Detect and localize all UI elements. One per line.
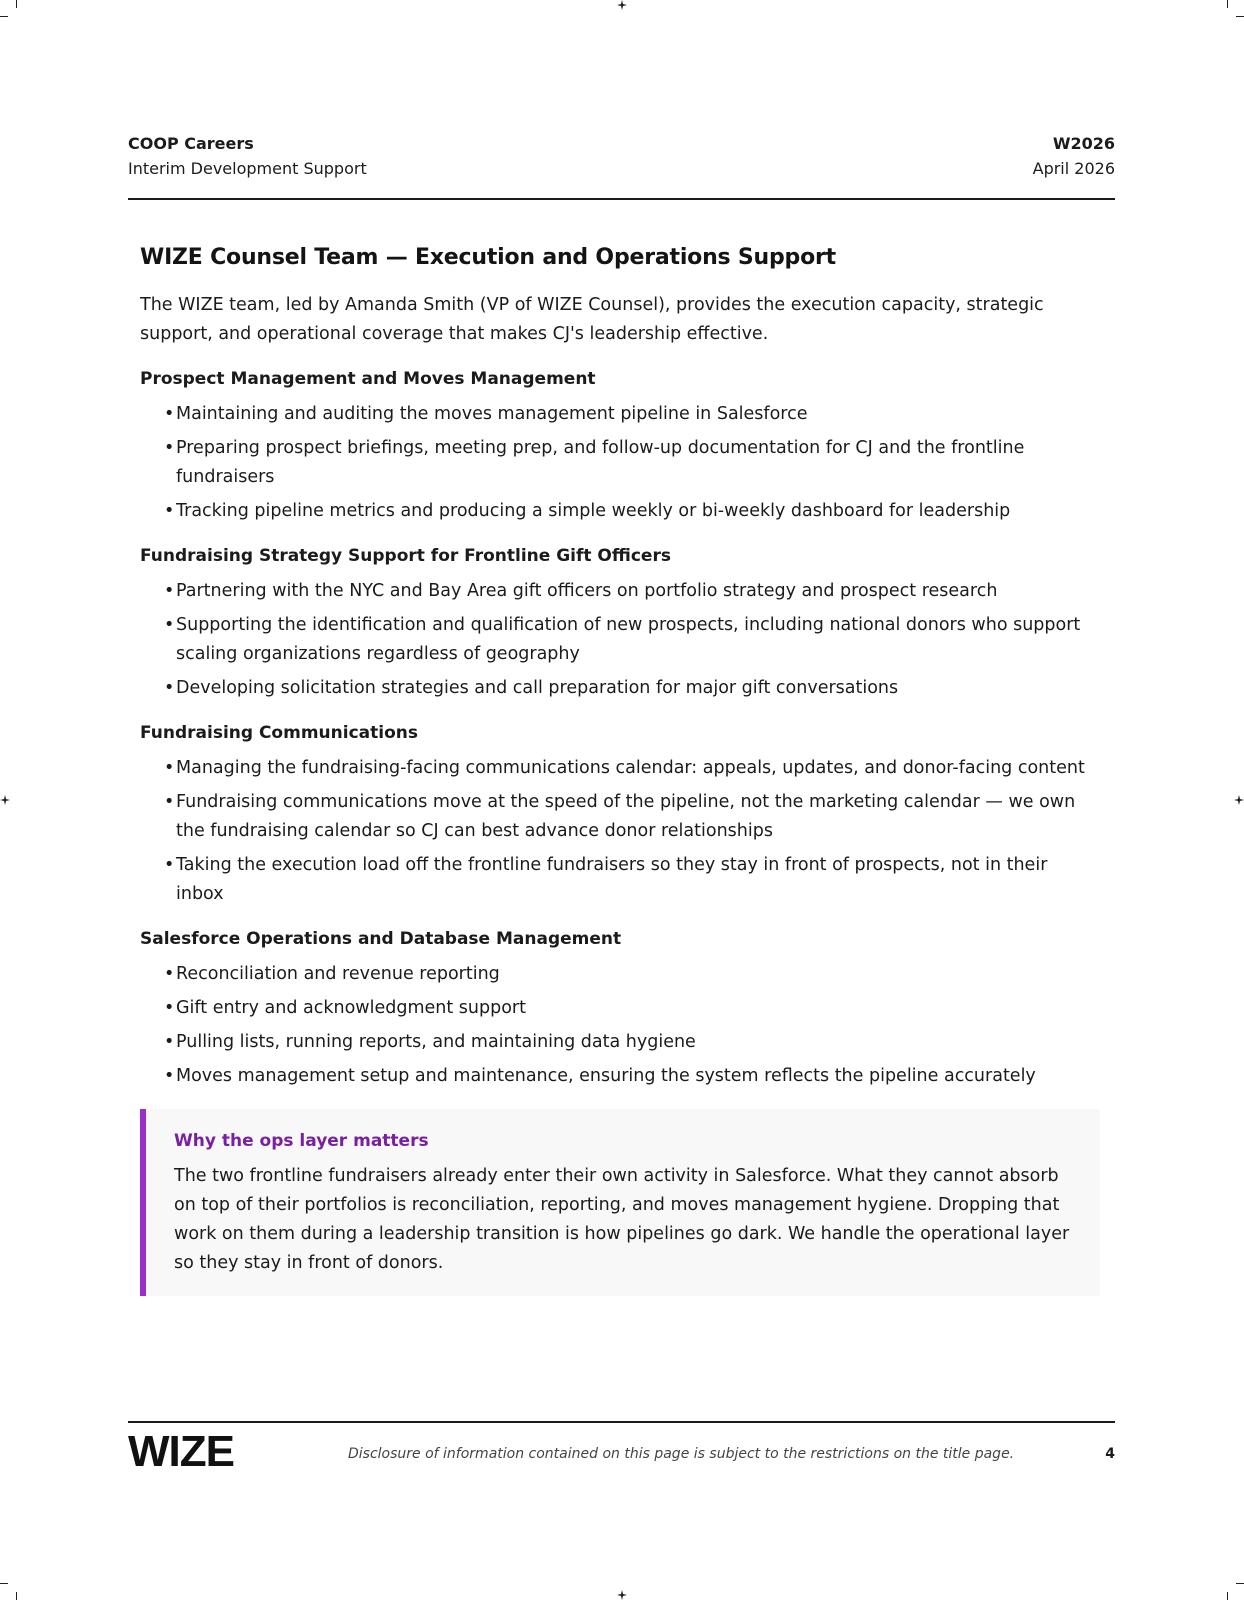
header-subtitle: Interim Development Support — [128, 159, 367, 178]
bullet-list — [140, 754, 1100, 909]
list-item-text: Reconciliation and revenue reporting — [176, 964, 500, 984]
list-item: • Gift entry and acknowledgment support — [164, 998, 526, 1018]
list-item: • Fundraising communications move at the speed of the pipeline, not the marketing calendar — we own the fundraising calendar so CJ can best advance donor relationships — [164, 792, 1076, 841]
list-item-text: Maintaining and auditing the moves management pipeline in Salesforce — [176, 404, 808, 424]
list-item: • Maintaining and auditing the moves management pipeline in Salesforce — [164, 404, 808, 424]
bullet-list — [140, 960, 1100, 1091]
header-date: April 2026 — [1032, 159, 1115, 178]
header-org: COOP Careers — [128, 134, 254, 153]
wize-logo: WIZE — [128, 1427, 234, 1476]
section-heading: Fundraising Strategy Support for Frontline Gift Officers — [140, 546, 671, 566]
crop-mark — [1227, 0, 1228, 8]
main-content — [140, 243, 1100, 1296]
callout-text: The two frontline fundraisers already enter their own activity in Salesforce. What they cannot absorb on top of their portfolios is reconciliation, reporting, and moves management hygiene. Dropping that work on them during a leadership transition is how pipelines go dark. We handle the operational layer so they stay in front of donors. — [174, 1166, 1070, 1273]
page-footer — [128, 1427, 1115, 1476]
crop-mark — [1227, 1592, 1228, 1600]
footer-disclaimer: Disclosure of information contained on this page is subject to the restrictions on the title page. — [348, 1446, 1015, 1462]
callout-box — [140, 1109, 1100, 1296]
callout-title: Why the ops layer matters — [174, 1131, 429, 1151]
list-item: • Preparing prospect briefings, meeting prep, and follow-up documentation for CJ and the frontline fundraisers — [164, 438, 1025, 487]
header-left — [128, 131, 367, 181]
header-code: W2026 — [1052, 134, 1115, 153]
registration-mark-icon — [0, 795, 10, 805]
list-item: • Managing the fundraising-facing communications calendar: appeals, updates, and donor-facing content — [164, 758, 1085, 778]
registration-mark-icon — [617, 1590, 627, 1600]
list-item-text: Fundraising communications move at the speed of the pipeline, not the marketing calendar — we own the fundraising calendar so CJ can best advance donor relationships — [176, 792, 1076, 841]
bullet-list — [140, 400, 1100, 526]
header-right — [1033, 131, 1115, 181]
crop-mark — [16, 1592, 17, 1600]
section-heading: Prospect Management and Moves Management — [140, 369, 596, 389]
list-item: • Developing solicitation strategies and call preparation for major gift conversations — [164, 678, 899, 698]
registration-mark-icon — [617, 0, 627, 10]
crop-mark — [1236, 1583, 1244, 1584]
list-item: • Reconciliation and revenue reporting — [164, 964, 500, 984]
list-item-text: Tracking pipeline metrics and producing a simple weekly or bi-weekly dashboard for leadership — [176, 501, 1011, 521]
list-item-text: Pulling lists, running reports, and maintaining data hygiene — [176, 1032, 696, 1052]
list-item-text: Developing solicitation strategies and call preparation for major gift conversations — [176, 678, 899, 698]
page-number: 4 — [1105, 1446, 1115, 1462]
list-item-text: Gift entry and acknowledgment support — [176, 998, 526, 1018]
list-item: • Partnering with the NYC and Bay Area gift officers on portfolio strategy and prospect research — [164, 581, 998, 601]
list-item-text: Managing the fundraising-facing communications calendar: appeals, updates, and donor-facing content — [176, 758, 1085, 778]
bullet-list — [140, 577, 1100, 703]
registration-mark-icon — [1234, 795, 1244, 805]
list-item-text: Taking the execution load off the frontline fundraisers so they stay in front of prospects, not in their inbox — [176, 855, 1048, 904]
list-item-text: Supporting the identification and qualification of new prospects, including national donors who support scaling organizations regardless of geography — [176, 615, 1081, 664]
list-item: • Moves management setup and maintenance, ensuring the system reflects the pipeline accurately — [164, 1066, 1036, 1086]
list-item-text: Preparing prospect briefings, meeting prep, and follow-up documentation for CJ and the frontline fundraisers — [176, 438, 1025, 487]
crop-mark — [0, 1583, 8, 1584]
list-item-text: Partnering with the NYC and Bay Area gift officers on portfolio strategy and prospect research — [176, 581, 998, 601]
list-item: • Tracking pipeline metrics and producing a simple weekly or bi-weekly dashboard for leadership — [164, 501, 1011, 521]
section-heading: Fundraising Communications — [140, 723, 418, 743]
crop-mark — [1236, 16, 1244, 17]
list-item: • Supporting the identification and qualification of new prospects, including national donors who support scaling organizations regardless of geography — [164, 615, 1081, 664]
list-item: • Pulling lists, running reports, and maintaining data hygiene — [164, 1032, 696, 1052]
crop-mark — [16, 0, 17, 8]
footer-divider — [128, 1421, 1115, 1423]
page-title: WIZE Counsel Team — Execution and Operations Support — [140, 245, 836, 270]
list-item-text: Moves management setup and maintenance, ensuring the system reflects the pipeline accurately — [176, 1066, 1036, 1086]
intro-paragraph: The WIZE team, led by Amanda Smith (VP of WIZE Counsel), provides the execution capacity, strategic support, and operational coverage that makes CJ's leadership effective. — [140, 295, 1044, 344]
list-item: • Taking the execution load off the frontline fundraisers so they stay in front of prospects, not in their inbox — [164, 855, 1048, 904]
crop-mark — [0, 16, 8, 17]
header-divider — [128, 198, 1115, 200]
section-heading: Salesforce Operations and Database Management — [140, 929, 622, 949]
